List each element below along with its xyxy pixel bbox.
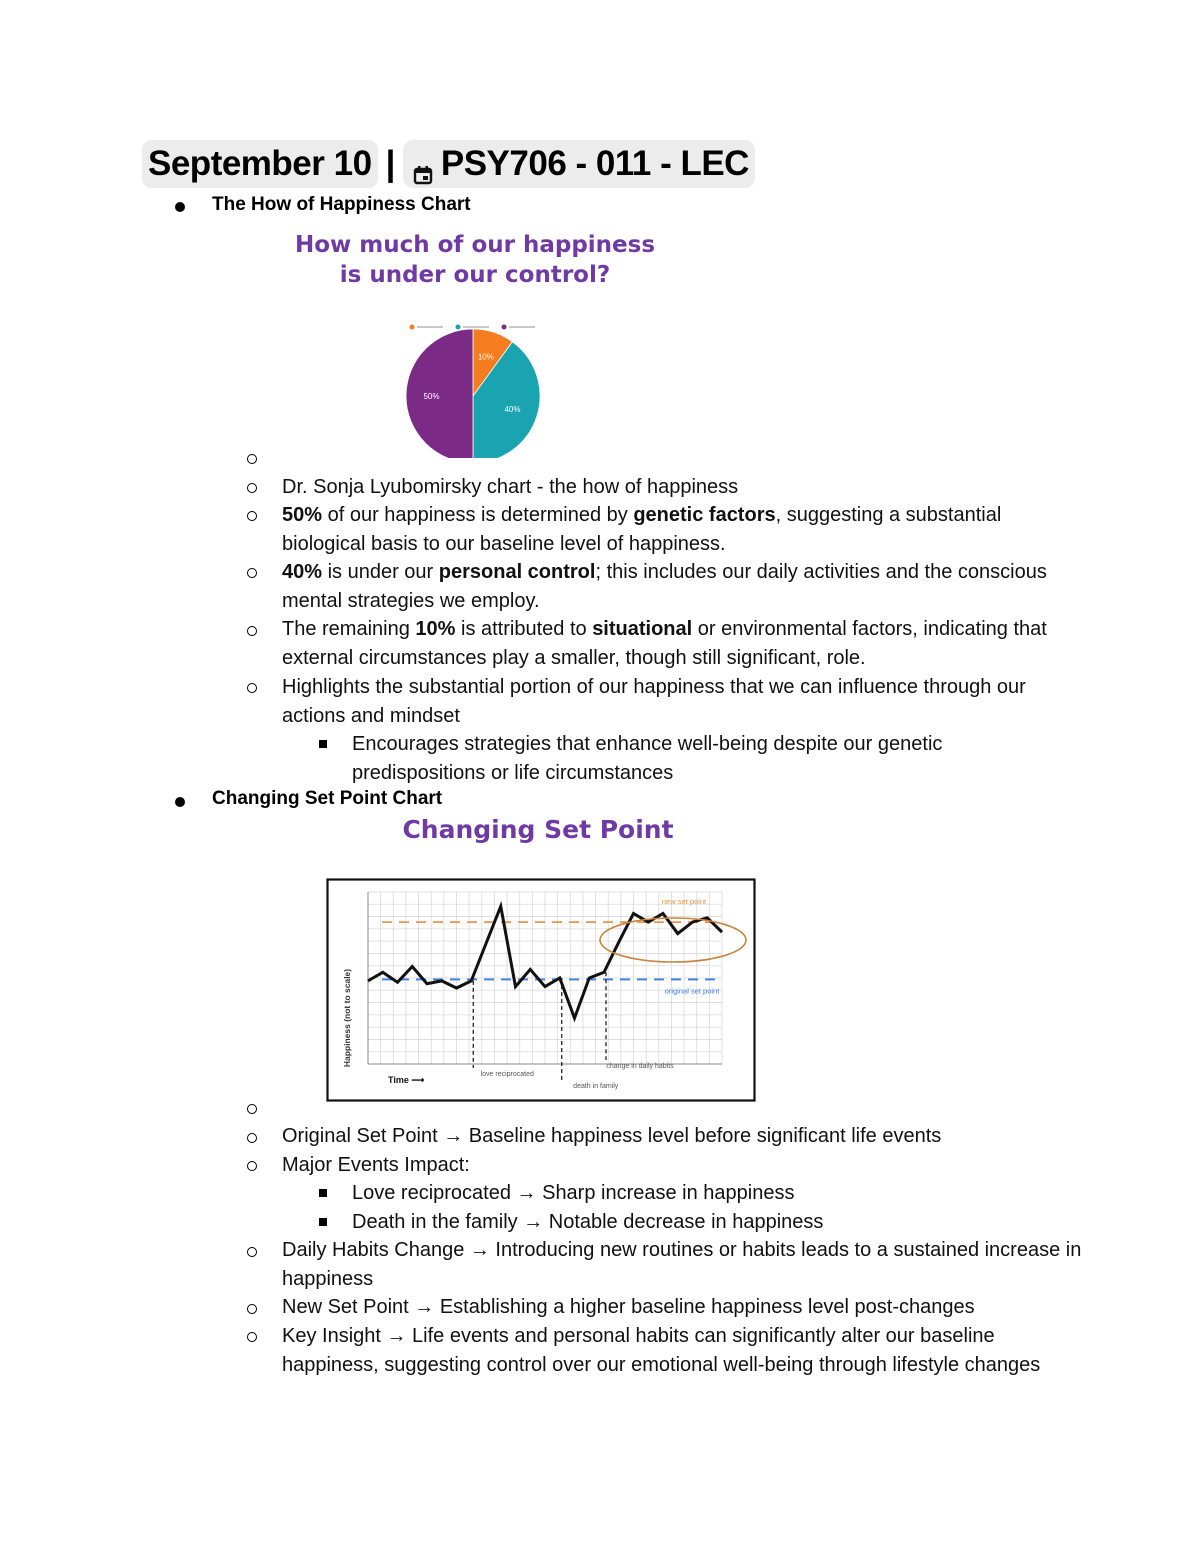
- section-heading-changing-set-point: Changing Set Point Chart: [212, 788, 443, 809]
- legend-swatch: [502, 325, 507, 330]
- text-run: is under our: [322, 561, 439, 583]
- list-item: [282, 558, 1082, 615]
- bullet-icon: [247, 511, 257, 521]
- bullet-icon: [247, 1161, 257, 1171]
- list-item: Major Events Impact:: [282, 1154, 470, 1176]
- emphasis-text: genetic factors: [633, 504, 776, 526]
- legend-label-placeholder: [417, 326, 443, 328]
- bullet-icon: [175, 202, 185, 212]
- list-item: [282, 473, 1082, 502]
- emphasis-text: 50%: [282, 504, 323, 526]
- pie-figure-title: [280, 230, 670, 290]
- page-header: [142, 140, 755, 188]
- sub-list-item: Encourages strategies that enhance well-being despite our genetic predispositions or life circumstances: [352, 733, 943, 784]
- emphasis-text: personal control: [438, 561, 596, 583]
- event-label: love reciprocated: [480, 1071, 534, 1078]
- calendar-icon: [413, 154, 433, 174]
- bullet-icon: [247, 1304, 257, 1314]
- bullet-icon: [247, 1104, 257, 1114]
- emphasis-text: situational: [592, 618, 693, 640]
- course-chip-label: PSY706 - 011 - LEC: [440, 144, 749, 183]
- sub-list-item: Death in the family → Notable decrease in happiness: [352, 1211, 824, 1233]
- legend-label-placeholder: [509, 326, 535, 328]
- pie-slice-label: 50%: [423, 392, 440, 401]
- event-label: death in family: [573, 1083, 619, 1090]
- legend-swatch: [456, 325, 461, 330]
- date-chip[interactable]: September 10: [142, 140, 378, 188]
- legend-swatch: [410, 325, 415, 330]
- square-bullet-icon: [319, 1189, 327, 1197]
- bullet-icon: [247, 1332, 257, 1342]
- list-item: [282, 615, 1082, 672]
- section-heading-how-of-happiness: The How of Happiness Chart: [212, 194, 471, 215]
- reference-line-label: original set point: [664, 986, 720, 996]
- bullet-icon: [247, 626, 257, 636]
- pie-chart: [398, 318, 548, 458]
- emphasis-text: 40%: [282, 561, 323, 583]
- bullet-icon: [247, 1133, 257, 1143]
- text-run: of our happiness is determined by: [322, 504, 634, 526]
- course-chip[interactable]: [403, 140, 755, 188]
- bullet-icon: [247, 1247, 257, 1257]
- pie-slice-label: 40%: [504, 404, 521, 414]
- list-item: Key Insight → Life events and personal habits can significantly alter our baseline happiness, suggesting control over our emotional well-being through lifestyle changes: [282, 1325, 1041, 1376]
- square-bullet-icon: [319, 740, 327, 748]
- list-item: [282, 501, 1082, 558]
- text-run: The remaining: [282, 618, 416, 640]
- line-chart: [326, 878, 756, 1102]
- emphasis-text: 10%: [415, 618, 456, 640]
- bullet-icon: [247, 454, 257, 464]
- pie-slice: [406, 329, 473, 458]
- list-item: Original Set Point → Baseline happiness level before significant life events: [282, 1125, 942, 1147]
- text-run: or environmental factors, indicating that external circumstances play a smaller, though still significant, role.: [282, 618, 1047, 669]
- text-run: Dr. Sonja Lyubomirsky chart - the how of happiness: [282, 476, 739, 498]
- header-separator: |: [385, 144, 395, 183]
- x-axis-label: Time ⟶: [388, 1075, 425, 1085]
- pie-figure-title-line2: is under our control?: [339, 262, 611, 288]
- bullet-icon: [247, 568, 257, 578]
- pie-slice-label: 10%: [477, 352, 494, 362]
- pie-figure-title-line1: How much of our happiness: [294, 232, 656, 258]
- text-run: , suggesting a substantial biological basis to our baseline level of happiness.: [282, 504, 1002, 555]
- legend-label-placeholder: [463, 326, 489, 328]
- event-label: change in daily habits: [606, 1063, 674, 1070]
- bullet-icon: [247, 683, 257, 693]
- square-bullet-icon: [319, 1218, 327, 1226]
- y-axis-label: Happiness (not to scale): [342, 968, 352, 1068]
- sub-list-item: Love reciprocated → Sharp increase in happiness: [352, 1182, 795, 1204]
- line-figure-title: Changing Set Point: [402, 815, 674, 844]
- text-run: is attributed to: [455, 618, 593, 640]
- text-run: Highlights the substantial portion of our happiness that we can influence through our actions and mindset: [282, 676, 1026, 727]
- list-item: New Set Point → Establishing a higher baseline happiness level post-changes: [282, 1296, 975, 1318]
- bullet-icon: [175, 797, 185, 807]
- bullet-icon: [247, 483, 257, 493]
- text-run: ; this includes our daily activities and the conscious mental strategies we employ.: [282, 561, 1047, 612]
- list-item: [282, 673, 1082, 730]
- reference-line-label: new set point: [661, 897, 707, 907]
- list-item: Daily Habits Change → Introducing new routines or habits leads to a sustained increase in happiness: [282, 1239, 1082, 1290]
